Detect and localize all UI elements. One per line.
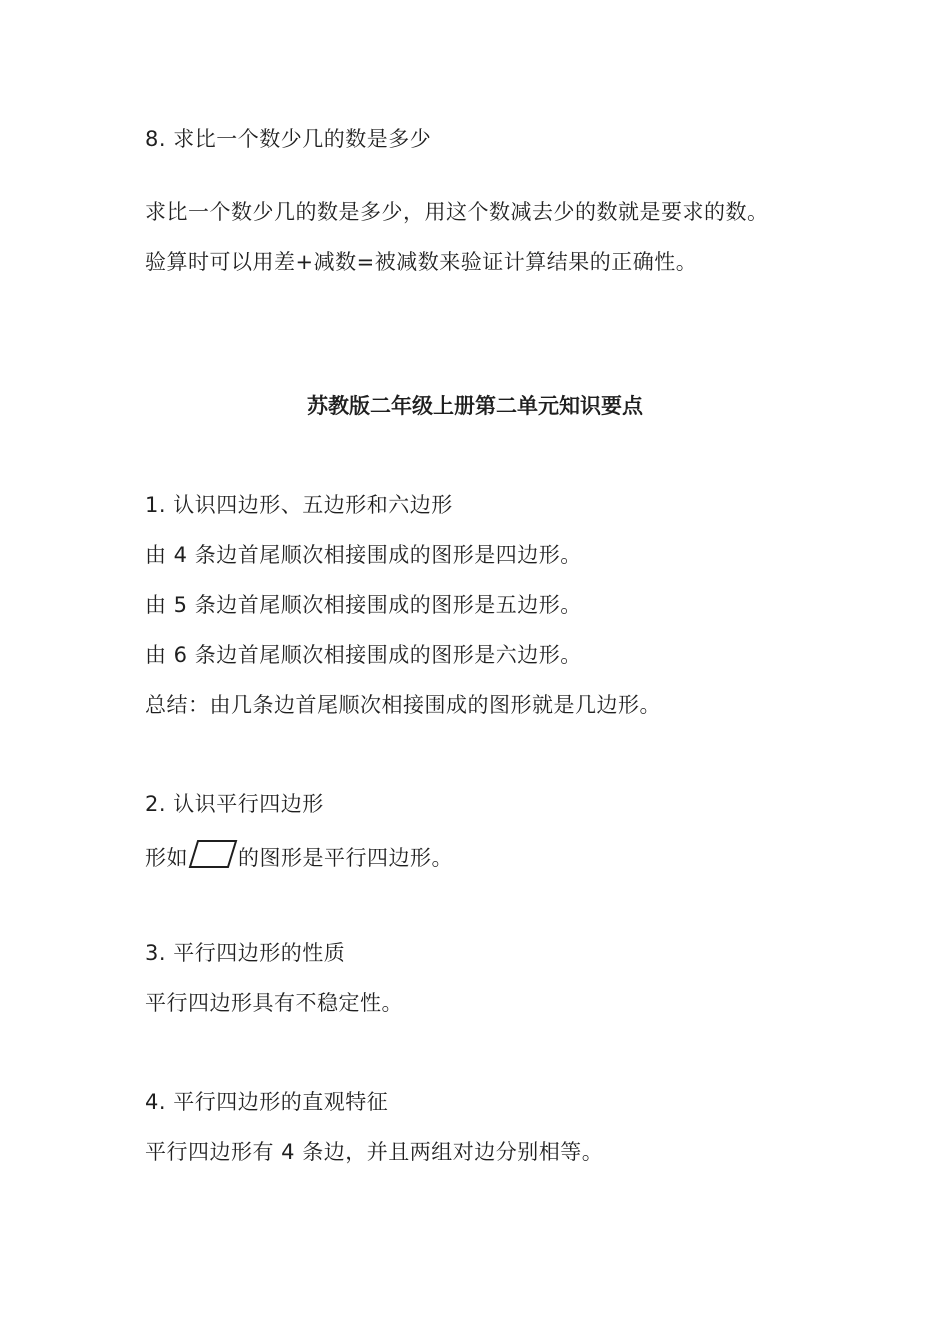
section-2-line-1: [145, 839, 453, 873]
section-2-prefix: 形如: [145, 846, 188, 870]
section-8-line-2: 验算时可以用差+减数=被减数来验证计算结果的正确性。: [145, 250, 698, 274]
section-1-line-3: 由 6 条边首尾顺次相接围成的图形是六边形。: [145, 643, 582, 667]
section-2-heading: 2. 认识平行四边形: [145, 792, 324, 816]
section-2-suffix: 的图形是平行四边形。: [238, 846, 453, 870]
section-3-heading: 3. 平行四边形的性质: [145, 941, 346, 965]
section-3-line-1: 平行四边形具有不稳定性。: [145, 991, 403, 1015]
section-1-line-2: 由 5 条边首尾顺次相接围成的图形是五边形。: [145, 593, 582, 617]
parallelogram-icon: [188, 839, 238, 869]
section-8-line-1: 求比一个数少几的数是多少，用这个数减去少的数就是要求的数。: [145, 200, 769, 224]
section-1-line-1: 由 4 条边首尾顺次相接围成的图形是四边形。: [145, 543, 582, 567]
unit-title: 苏教版二年级上册第二单元知识要点: [307, 394, 643, 418]
section-4-heading: 4. 平行四边形的直观特征: [145, 1090, 389, 1114]
section-1-heading: 1. 认识四边形、五边形和六边形: [145, 493, 453, 517]
section-1-summary: 总结：由几条边首尾顺次相接围成的图形就是几边形。: [145, 693, 661, 717]
section-4-line-1: 平行四边形有 4 条边，并且两组对边分别相等。: [145, 1140, 604, 1164]
section-8-heading: 8. 求比一个数少几的数是多少: [145, 127, 432, 151]
